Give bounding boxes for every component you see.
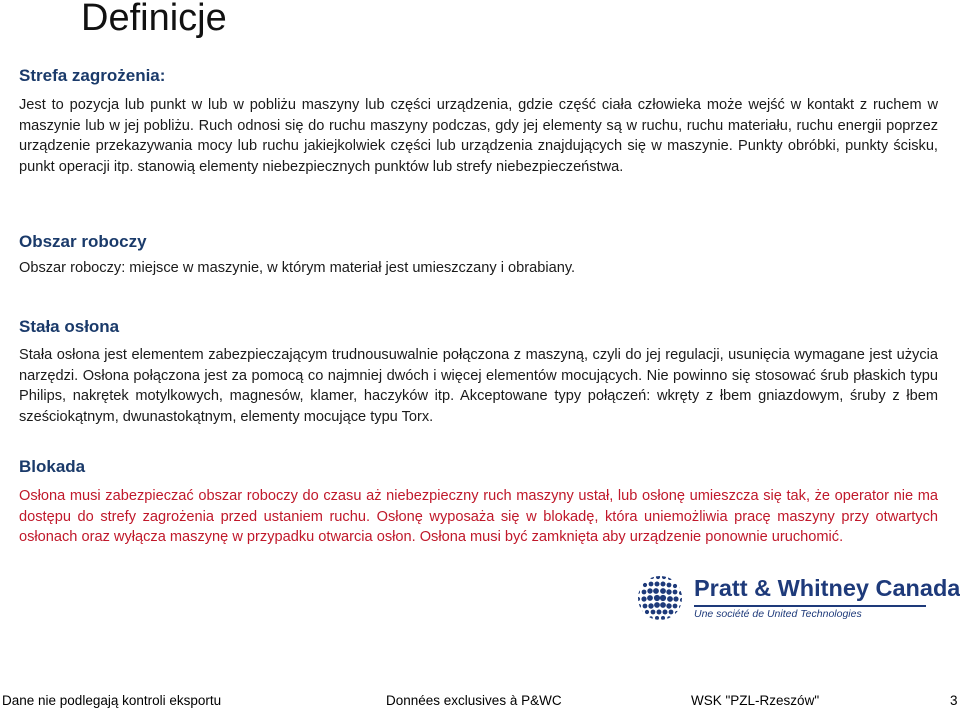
footer-company: WSK "PZL-Rzeszów" <box>691 693 820 708</box>
section-heading-fixed-guard: Stała osłona <box>19 317 120 336</box>
slide-title: Definicje <box>81 0 227 39</box>
section-heading-danger-zone: Strefa zagrożenia: <box>19 66 166 85</box>
company-logo <box>636 574 960 622</box>
logo-tagline: Une société de United Technologies <box>694 608 862 620</box>
section-text-work-area: Obszar roboczy: miejsce w maszynie, w którym materiał jest umieszczany i obrabiany. <box>19 260 576 276</box>
section-text-interlock: Osłona musi zabezpieczać obszar roboczy do czasu aż niebezpieczny ruch maszyny ustał, lub osłonę umieszcza się tak, że operator nie ma dostępu do strefy zagrożenia przed ustaniem ruchu. Osłonę wyposaża się w blokadę, która uniemożliwia pracę maszyny przy otwartych osłonach oraz wyłącza maszynę w przypadku otwarcia osłon. Osłona musi być zamknięta aby urządzenie ponownie uruchomić. <box>19 488 938 545</box>
footer-export-notice: Dane nie podlegają kontroli eksportu <box>2 693 222 708</box>
page-number: 3 <box>950 693 958 708</box>
section-heading-interlock: Blokada <box>19 457 86 476</box>
footer-proprietary-notice: Données exclusives à P&WC <box>386 693 562 708</box>
section-heading-work-area: Obszar roboczy <box>19 232 147 251</box>
logo-divider <box>694 605 926 607</box>
section-text-danger-zone: Jest to pozycja lub punkt w lub w pobliżu maszyny lub części urządzenia, gdzie część ciała człowieka może wejść w kontakt z ruchem w maszynie lub w jej pobliżu. Ruch odnosi się do ruchu maszyny podczas, gdy jej elementy są w ruchu, ruchu materiału, ruchu energii poprzez urządzenie przekazywania mocy lub ruchu jakiejkolwiek części lub urządzenia znajdujących się w maszynie. Punkty obróbki, punkty ścisku, punkt operacji itp. stanowią elementy niebezpiecznych punktów lub strefy niebezpieczeństwa. <box>19 97 938 175</box>
pwc-globe-icon <box>636 574 684 622</box>
logo-wordmark: Pratt & Whitney Canada <box>694 575 960 601</box>
section-text-fixed-guard: Stała osłona jest elementem zabezpieczającym trudnousuwalnie połączona z maszyną, czyli do jej regulacji, usunięcia wymagane jest użycia narzędzi. Osłona połączona jest za pomocą co najmniej dwóch i więcej elementów mocujących. Nie powinno się stosować śrub płaskich typu Philips, nakrętek motylkowych, magnesów, klamer, haczyków itp. Akceptowane typy połączeń: wkręty z łbem gniazdowym, śruby z łbem sześciokątnym, dwunastokątnym, elementy mocujące typu Torx. <box>19 347 938 425</box>
